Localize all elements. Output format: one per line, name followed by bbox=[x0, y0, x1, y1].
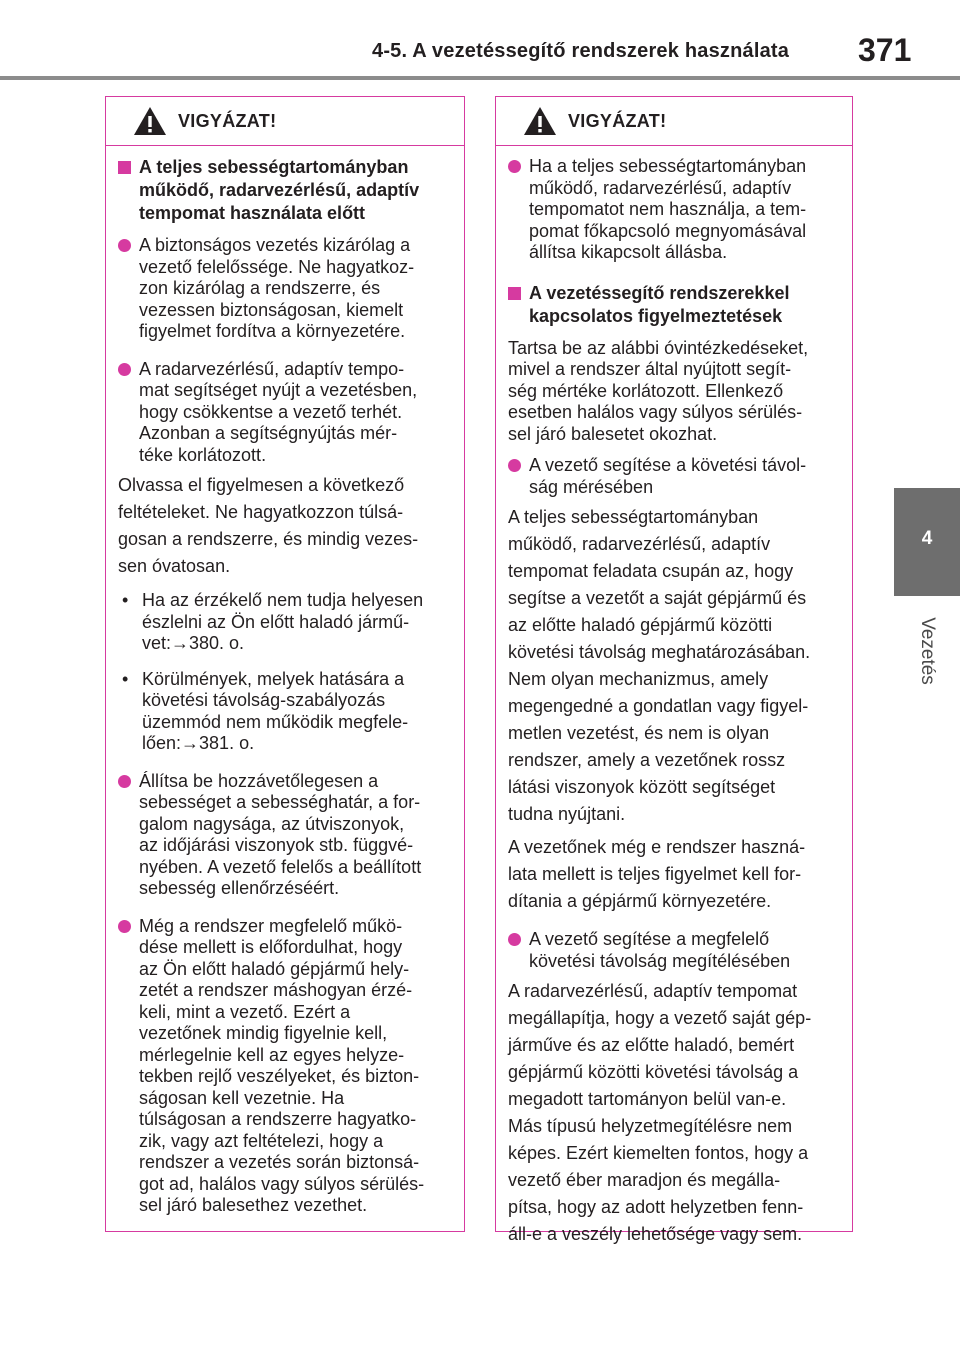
warning-header bbox=[496, 97, 852, 146]
paragraph: A teljes sebességtartományban működő, radarvezérlésű, adaptív tempomat feladata csupán az, hogy segítse a vezetőt a saját gépjármű és az előtte haladó gépjármű közötti követési távolság meghatározásában. Nem olyan mechanizmus, amely megengedné a gondatlan vagy figyel- metlen vezetést, és nem is olyan rendszer, amely a vezetőnek rossz látási viszonyok között segítséget tudna nyújtani. bbox=[508, 507, 811, 824]
bullet-item: A vezető segítése a megfelelő követési távolság megítélésében bbox=[508, 929, 838, 972]
warning-box-left bbox=[105, 96, 465, 1232]
warning-box-right bbox=[495, 96, 853, 1244]
chapter-number: 4 bbox=[921, 528, 933, 549]
page-header bbox=[0, 0, 960, 80]
chapter-label-wrap bbox=[894, 606, 960, 696]
bullet-item: A biztonságos vezetés kizárólag a vezető felelőssége. Ne hagyatkoz- zon kizárólag a rendszerre, és vezessen biztonságosan, kiemelt figyelmet fordítva a környezetére. bbox=[118, 235, 450, 343]
paragraph: A vezetőnek még e rendszer haszná- lata mellett is teljes figyelmet kell for- dítania a gépjármű környezetére. bbox=[508, 837, 806, 911]
dot-bullet-icon bbox=[118, 239, 131, 252]
paragraph: A radarvezérlésű, adaptív tempomat megállapítja, hogy a vezető saját gép- járműve és az előtte haladó, bemért gépjármű közötti követési távolság a megadott tartományon belül van-e. Más típusú helyzetmegítélésre nem képes. Ezért kiemelten fontos, hogy a vezető éber maradjon és megálla- pítsa, hogy az adott helyzetben fenn- áll-e a veszély lehetősége vagy sem. bbox=[508, 981, 812, 1244]
square-bullet-icon bbox=[508, 287, 521, 300]
dot-bullet-icon bbox=[508, 160, 521, 173]
bullet-item: A radarvezérlésű, adaptív tempo- mat segítséget nyújt a vezetésben, hogy csökkentse a vezető terhét. Azonban a segítségnyújtás mér- téke korlátozott. bbox=[118, 359, 450, 467]
sub-item: • Körülmények, melyek hatására a követési távolság-szabályozás üzemmód nem működik megfele- lően:→381. o. bbox=[122, 668, 409, 753]
bullet-item: A vezető segítése a követési távol- ság mérésében bbox=[508, 455, 838, 498]
paragraph: Olvassa el figyelmesen a következő feltételeket. Ne hagyatkozzon túlsá- gosan a rendszerre, és mindig vezes- sen óvatosan. bbox=[118, 475, 419, 576]
dot-bullet-icon bbox=[508, 933, 521, 946]
page-number: 371 bbox=[858, 32, 912, 68]
warning-heading: VIGYÁZAT! bbox=[178, 111, 277, 131]
warning-header bbox=[106, 97, 464, 146]
header-title: 4-5. A vezetéssegítő rendszerek használata bbox=[372, 40, 790, 62]
chapter-label: Vezetés bbox=[917, 617, 938, 685]
warning-triangle-icon bbox=[522, 105, 558, 137]
warning-triangle-icon bbox=[132, 105, 168, 137]
warning-heading: VIGYÁZAT! bbox=[568, 111, 667, 131]
dot-bullet-icon bbox=[118, 363, 131, 376]
paragraph: Tartsa be az alábbi óvintézkedéseket, mivel a rendszer által nyújtott segít- ség mértéke korlátozott. Ellenkező esetben halálos vagy súlyos sérülés- sel járó balesetet okozhat. bbox=[508, 337, 809, 444]
dot-bullet-icon bbox=[508, 459, 521, 472]
dot-bullet-icon bbox=[118, 775, 131, 788]
bullet-item: Ha a teljes sebességtartományban működő, radarvezérlésű, adaptív tempomatot nem használja, a tem- pomat főkapcsoló megnyomásával állítsa kikapcsolt állásba. bbox=[508, 156, 838, 264]
header-rule bbox=[0, 76, 960, 80]
section-title: A teljes sebességtartományban működő, radarvezérlésű, adaptív tempomat használata előtt bbox=[118, 156, 450, 225]
square-bullet-icon bbox=[118, 161, 131, 174]
bullet-item: Állítsa be hozzávetőlegesen a sebességet a sebességhatár, a for- galom nagysága, az útviszonyok, az időjárási viszonyok stb. függvé- nyében. A vezető felelős a beállított sebesség ellenőrzéséért. bbox=[118, 771, 450, 900]
section-title: A vezetéssegítő rendszerekkel kapcsolatos figyelmeztetések bbox=[508, 282, 838, 328]
sub-item: • Ha az érzékelő nem tudja helyesen észlelni az Ön előtt haladó jármű- vet:→380. o. bbox=[122, 590, 424, 653]
dot-bullet-icon bbox=[118, 920, 131, 933]
bullet-item: Még a rendszer megfelelő műkö- dése mellett is előfordulhat, hogy az Ön előtt haladó gépjármű hely- zetét a rendszer máshogyan érzé- keli, mint a vezető. Ezért a vezetőnek mindig figyelnie kell, mérlegelnie kell az egyes helyze- tekben rejlő veszélyeket, és bizton- ságosan kell vezetnie. Ha túlságosan a rendszerre hagyatko- zik, vagy azt feltételezi, hogy a rendszer a vezetés során biztonsá- got ad, halálos vagy súlyos sérülés- sel járó balesethez vezethet. bbox=[118, 916, 450, 1217]
chapter-tab bbox=[894, 488, 960, 596]
